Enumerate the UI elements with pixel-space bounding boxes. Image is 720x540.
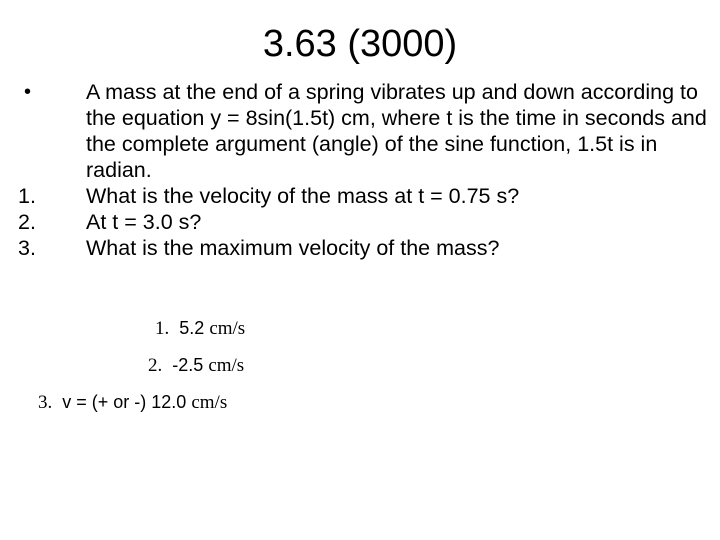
question-1-number: 1.	[18, 184, 36, 208]
slide-title: 3.63 (3000)	[262, 23, 458, 65]
answer-3	[38, 391, 227, 414]
question-3-number: 3.	[18, 236, 36, 260]
answer-3-value: v = (+ or -) 12.0	[62, 392, 187, 412]
list-item-question-1	[18, 183, 708, 209]
question-3-text: What is the maximum velocity of the mass?	[86, 236, 500, 260]
answer-3-number: 3.	[38, 392, 53, 413]
problem-statement: A mass at the end of a spring vibrates up and down according to the equation y = 8sin(1.5t) cm, where t is the time in seconds and the complete argument (angle) of the sine function, 1.5t is in radian.	[86, 80, 707, 182]
answer-1	[155, 317, 245, 340]
list-item-question-2	[18, 209, 708, 235]
answer-2-number: 2.	[148, 355, 163, 376]
question-list	[18, 79, 708, 261]
answer-2	[148, 354, 244, 377]
answer-2-value: -2.5	[172, 355, 204, 375]
question-2-text: At t = 3.0 s?	[86, 210, 202, 234]
bullet-marker: •	[24, 81, 32, 103]
question-2-number: 2.	[18, 210, 36, 234]
answer-3-unit: cm/s	[191, 392, 228, 413]
list-item-question-3	[18, 235, 708, 261]
answer-1-unit: cm/s	[209, 318, 246, 339]
answer-1-value: 5.2	[179, 318, 205, 338]
question-1-text: What is the velocity of the mass at t = 0.75 s?	[86, 184, 520, 208]
answer-1-number: 1.	[155, 318, 170, 339]
answer-2-unit: cm/s	[208, 355, 245, 376]
list-item-intro	[18, 79, 708, 183]
